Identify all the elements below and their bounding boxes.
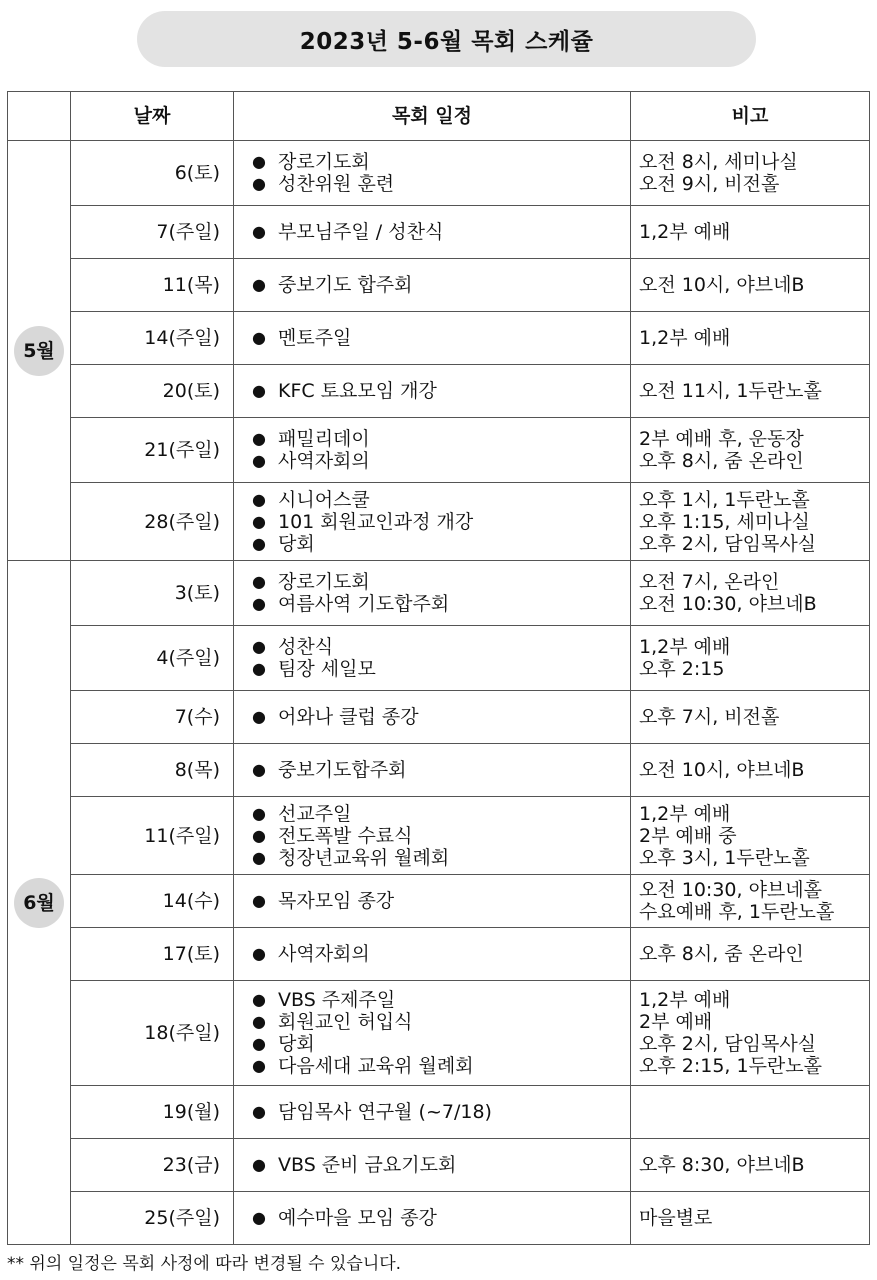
note-line: 오후 2시, 담임목사실 (639, 532, 817, 555)
date-cell: 21(주일) (71, 418, 234, 483)
notes-cell (631, 691, 870, 744)
event-item (252, 428, 630, 450)
event-text: 전도폭발 수료식 (278, 824, 413, 847)
notes-cell (631, 312, 870, 365)
date-cell: 19(월) (71, 1086, 234, 1139)
event-item (252, 1101, 630, 1123)
events-cell (234, 561, 631, 626)
date-cell: 4(주일) (71, 626, 234, 691)
note-line: 수요예배 후, 1두란노홀 (639, 901, 835, 923)
events-cell (234, 206, 631, 259)
table-row (8, 418, 870, 483)
event-text: 목자모임 종강 (278, 890, 395, 912)
bullet-icon: ● (252, 429, 266, 448)
header-notes: 비고 (631, 92, 870, 141)
note-line: 오전 10:30, 야브네B (639, 593, 817, 615)
footnote: ** 위의 일정은 목회 사정에 따라 변경될 수 있습니다. (7, 1254, 402, 1274)
bullet-icon: ● (252, 489, 266, 509)
event-text: 당회 (278, 532, 315, 555)
date-cell: 20(토) (71, 365, 234, 418)
date-cell: 28(주일) (71, 483, 234, 561)
month-badge: 5월 (14, 326, 64, 376)
table-row (8, 259, 870, 312)
bullet-icon: ● (252, 659, 266, 678)
event-text: 장로기도회 (278, 571, 370, 593)
page-title: 2023년 5-6월 목회 스케쥴 (299, 28, 594, 55)
bullet-icon: ● (252, 891, 266, 910)
event-text: 예수마을 모임 종강 (278, 1207, 437, 1229)
event-item (252, 1154, 630, 1176)
table-row (8, 483, 870, 561)
bullet-icon: ● (252, 803, 266, 823)
note-line: 오후 7시, 비전홀 (639, 706, 780, 728)
table-header-row (8, 92, 870, 141)
event-text: 101 회원교인과정 개강 (278, 510, 474, 533)
notes-cell (631, 141, 870, 206)
event-item (252, 593, 630, 615)
notes-cell (631, 561, 870, 626)
event-item (252, 1011, 630, 1033)
event-item (252, 511, 630, 533)
event-text: 선교주일 (278, 802, 352, 825)
event-item (252, 658, 630, 680)
event-text: 팀장 세일모 (278, 658, 376, 680)
event-item (252, 759, 630, 781)
note-line: 오후 8시, 줌 온라인 (639, 450, 804, 472)
event-item (252, 825, 630, 847)
table-row (8, 1086, 870, 1139)
note-line: 오전 7시, 온라인 (639, 571, 780, 593)
bullet-icon: ● (252, 328, 266, 347)
event-item (252, 533, 630, 555)
date-cell: 25(주일) (71, 1192, 234, 1245)
events-cell (234, 1139, 631, 1192)
notes-cell (631, 483, 870, 561)
bullet-icon: ● (252, 594, 266, 613)
note-line: 오전 9시, 비전홀 (639, 173, 780, 195)
events-cell (234, 1192, 631, 1245)
date-cell: 18(주일) (71, 981, 234, 1086)
table-row (8, 1139, 870, 1192)
note-line: 오후 2시, 담임목사실 (639, 1033, 817, 1055)
note-line: 1,2부 예배 (639, 989, 731, 1011)
note-line: 1,2부 예배 (639, 802, 731, 825)
note-line: 오전 10:30, 야브네홀 (639, 879, 822, 901)
bullet-icon: ● (252, 637, 266, 656)
events-cell (234, 418, 631, 483)
event-text: 여름사역 기도합주회 (278, 593, 450, 615)
bullet-icon: ● (252, 707, 266, 726)
note-line: 2부 예배 중 (639, 824, 737, 847)
note-line: 오전 10시, 야브네B (639, 274, 805, 296)
table-row (8, 141, 870, 206)
events-cell (234, 312, 631, 365)
event-text: 어와나 클럽 종강 (278, 706, 419, 728)
date-cell: 7(주일) (71, 206, 234, 259)
notes-cell (631, 797, 870, 875)
table-row (8, 561, 870, 626)
table-row (8, 744, 870, 797)
month-cell (8, 561, 71, 1245)
events-cell (234, 797, 631, 875)
event-item (252, 151, 630, 173)
event-item (252, 274, 630, 296)
notes-cell (631, 981, 870, 1086)
notes-cell (631, 1139, 870, 1192)
bullet-icon: ● (252, 1034, 266, 1053)
event-text: 사역자회의 (278, 943, 370, 965)
date-cell: 23(금) (71, 1139, 234, 1192)
event-item (252, 221, 630, 243)
event-text: 사역자회의 (278, 450, 370, 472)
events-cell (234, 691, 631, 744)
note-line: 오전 8시, 세미나실 (639, 151, 798, 173)
bullet-icon: ● (252, 533, 266, 553)
bullet-icon: ● (252, 847, 266, 867)
event-item (252, 706, 630, 728)
bullet-icon: ● (252, 1102, 266, 1121)
events-cell (234, 483, 631, 561)
event-item (252, 636, 630, 658)
table-row (8, 797, 870, 875)
table-row (8, 626, 870, 691)
month-badge: 6월 (14, 878, 64, 928)
event-item (252, 1033, 630, 1055)
event-text: 멘토주일 (278, 327, 352, 349)
table-row (8, 365, 870, 418)
note-line: 1,2부 예배 (639, 636, 731, 658)
note-line: 1,2부 예배 (639, 221, 731, 243)
events-cell (234, 744, 631, 797)
notes-cell (631, 744, 870, 797)
notes-cell (631, 206, 870, 259)
event-item (252, 803, 630, 825)
bullet-icon: ● (252, 1155, 266, 1174)
event-item (252, 571, 630, 593)
event-item (252, 489, 630, 511)
event-text: VBS 주제주일 (278, 989, 396, 1011)
date-cell: 7(수) (71, 691, 234, 744)
date-cell: 3(토) (71, 561, 234, 626)
note-line: 오후 1:15, 세미나실 (639, 510, 810, 533)
note-line: 오후 8시, 줌 온라인 (639, 943, 804, 965)
event-item (252, 173, 630, 195)
notes-cell (631, 928, 870, 981)
schedule-body (8, 141, 870, 1245)
event-text: 장로기도회 (278, 151, 370, 173)
note-line: 2부 예배 후, 운동장 (639, 428, 804, 450)
schedule-title-pill (137, 11, 756, 67)
notes-cell (631, 875, 870, 928)
events-cell (234, 928, 631, 981)
events-cell (234, 1086, 631, 1139)
note-line: 오후 2:15 (639, 658, 725, 680)
date-cell: 14(주일) (71, 312, 234, 365)
event-text: 회원교인 허입식 (278, 1011, 413, 1033)
event-text: KFC 토요모임 개강 (278, 380, 437, 402)
table-row (8, 875, 870, 928)
notes-cell (631, 259, 870, 312)
month-cell (8, 141, 71, 561)
table-row (8, 206, 870, 259)
events-cell (234, 141, 631, 206)
event-item (252, 1207, 630, 1229)
events-cell (234, 626, 631, 691)
event-item (252, 943, 630, 965)
event-item (252, 450, 630, 472)
bullet-icon: ● (252, 1056, 266, 1075)
event-text: 패밀리데이 (278, 428, 370, 450)
table-row (8, 312, 870, 365)
event-item (252, 327, 630, 349)
events-cell (234, 981, 631, 1086)
event-item (252, 847, 630, 869)
note-line: 오후 8:30, 야브네B (639, 1154, 805, 1176)
date-cell: 11(목) (71, 259, 234, 312)
note-line: 마을별로 (639, 1207, 713, 1229)
notes-cell (631, 626, 870, 691)
header-month (8, 92, 71, 141)
date-cell: 6(토) (71, 141, 234, 206)
event-text: 중보기도 합주회 (278, 274, 413, 296)
notes-cell (631, 418, 870, 483)
event-text: 중보기도합주회 (278, 759, 407, 781)
event-text: 청장년교육위 월례회 (278, 846, 450, 869)
date-cell: 11(주일) (71, 797, 234, 875)
event-text: 담임목사 연구월 (~7/18) (278, 1101, 492, 1123)
schedule-table (7, 91, 870, 1245)
bullet-icon: ● (252, 451, 266, 470)
event-text: 당회 (278, 1033, 315, 1055)
events-cell (234, 259, 631, 312)
event-item (252, 380, 630, 402)
header-date: 날짜 (71, 92, 234, 141)
bullet-icon: ● (252, 1208, 266, 1227)
note-line: 오전 10시, 야브네B (639, 759, 805, 781)
bullet-icon: ● (252, 990, 266, 1009)
date-cell: 17(토) (71, 928, 234, 981)
table-row (8, 928, 870, 981)
bullet-icon: ● (252, 174, 266, 193)
bullet-icon: ● (252, 825, 266, 845)
event-item (252, 1055, 630, 1077)
table-row (8, 1192, 870, 1245)
event-text: 시니어스쿨 (278, 488, 370, 511)
date-cell: 14(수) (71, 875, 234, 928)
note-line: 오후 3시, 1두란노홀 (639, 846, 810, 869)
events-cell (234, 365, 631, 418)
header-events: 목회 일정 (234, 92, 631, 141)
event-text: 성찬위원 훈련 (278, 173, 395, 195)
notes-cell (631, 1192, 870, 1245)
bullet-icon: ● (252, 381, 266, 400)
bullet-icon: ● (252, 572, 266, 591)
date-cell: 8(목) (71, 744, 234, 797)
notes-cell (631, 365, 870, 418)
bullet-icon: ● (252, 275, 266, 294)
event-item (252, 890, 630, 912)
event-item (252, 989, 630, 1011)
bullet-icon: ● (252, 152, 266, 171)
event-text: 성찬식 (278, 636, 334, 658)
note-line: 오전 11시, 1두란노홀 (639, 380, 822, 402)
bullet-icon: ● (252, 944, 266, 963)
events-cell (234, 875, 631, 928)
bullet-icon: ● (252, 1012, 266, 1031)
table-row (8, 981, 870, 1086)
bullet-icon: ● (252, 511, 266, 531)
event-text: 다음세대 교육위 월례회 (278, 1055, 474, 1077)
bullet-icon: ● (252, 222, 266, 241)
bullet-icon: ● (252, 760, 266, 779)
event-text: VBS 준비 금요기도회 (278, 1154, 457, 1176)
note-line: 오후 2:15, 1두란노홀 (639, 1055, 822, 1077)
note-line: 2부 예배 (639, 1011, 713, 1033)
notes-cell (631, 1086, 870, 1139)
note-line: 1,2부 예배 (639, 327, 731, 349)
event-text: 부모님주일 / 성찬식 (278, 221, 444, 243)
note-line: 오후 1시, 1두란노홀 (639, 488, 810, 511)
table-row (8, 691, 870, 744)
